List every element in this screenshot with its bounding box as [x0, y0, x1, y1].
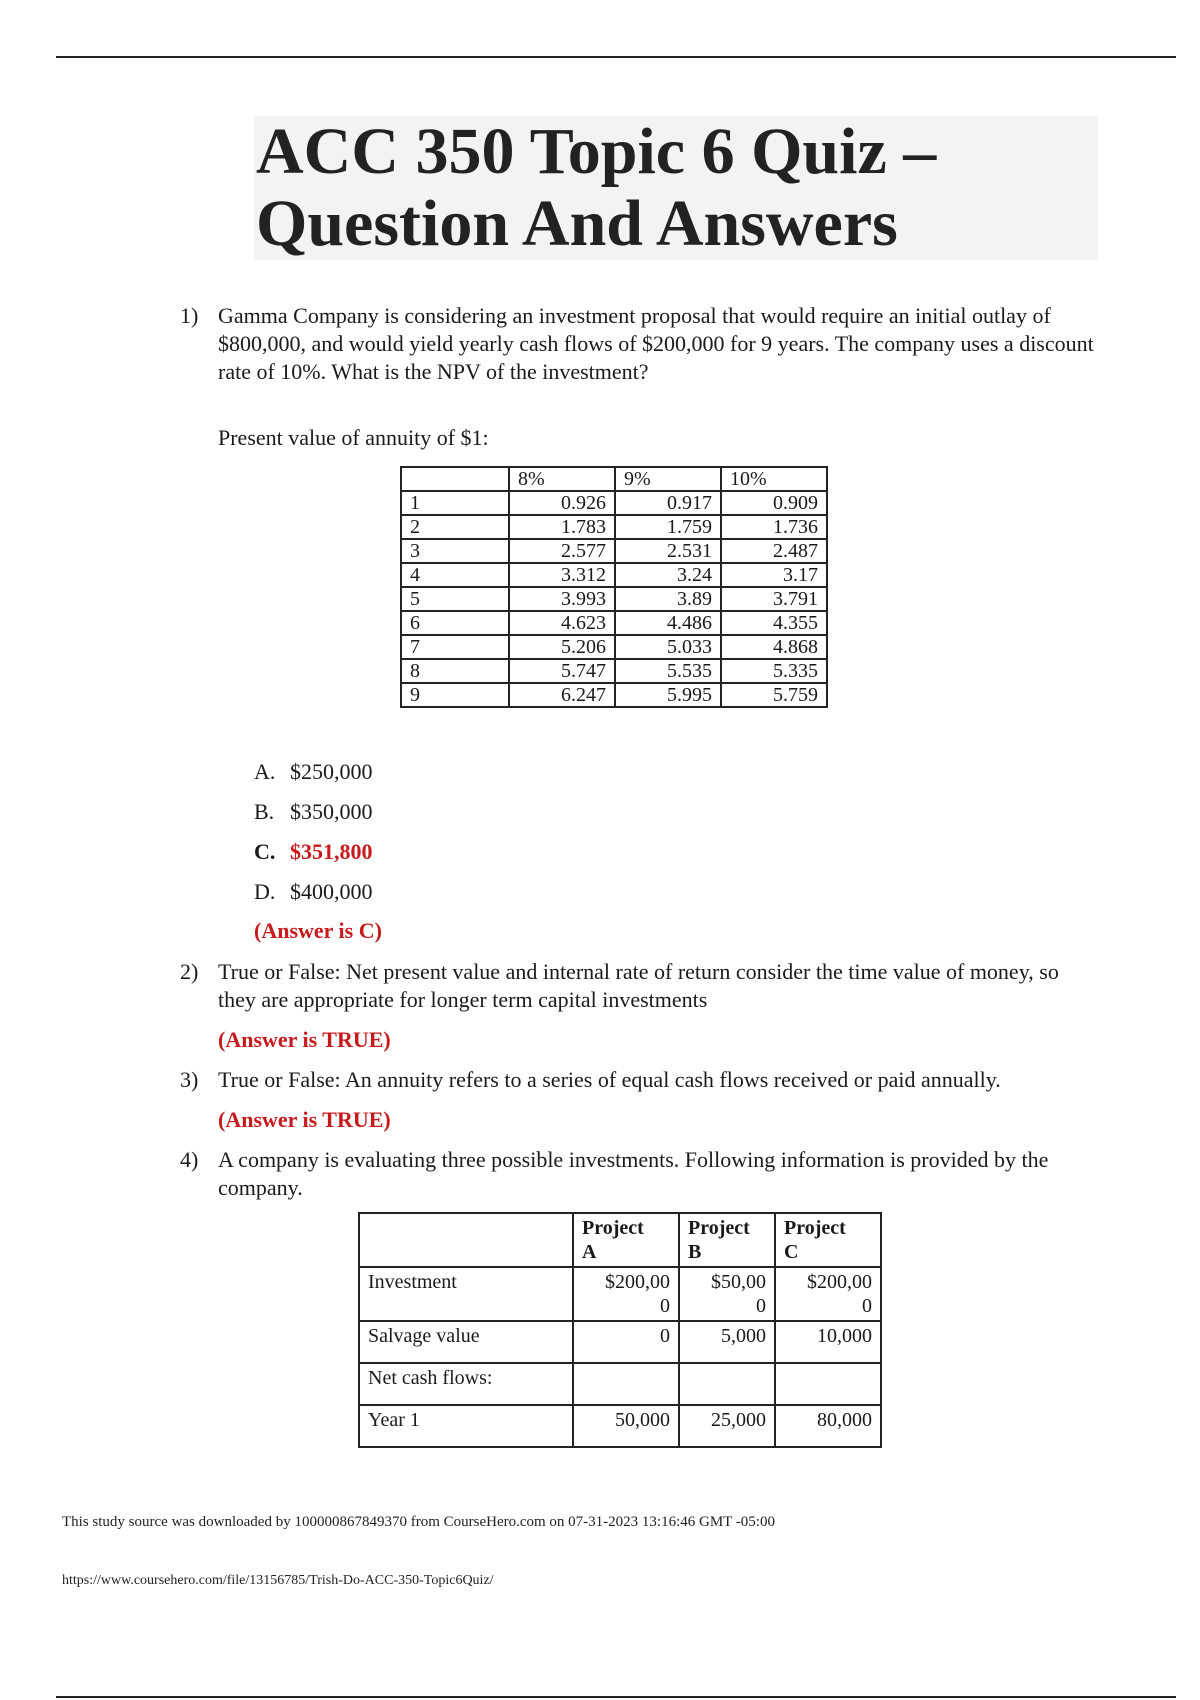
question-2-text: True or False: Net present value and internal rate of return consider the time value of money, so they are appropriate for longer term capital investments: [218, 959, 1059, 1012]
pv-table-row: [401, 611, 827, 635]
pv-cell: 9: [401, 683, 509, 707]
pv-cell: 5.535: [615, 659, 721, 683]
option-letter: A.: [254, 759, 276, 784]
pv-cell: 4: [401, 563, 509, 587]
option-a: [254, 758, 382, 798]
option-letter: D.: [254, 879, 276, 904]
option-text: $351,800: [290, 839, 373, 864]
option-letter: C.: [254, 839, 276, 864]
investments-table: [358, 1212, 882, 1448]
question-4-number: 4): [180, 1147, 199, 1172]
pv-cell: 4.355: [721, 611, 827, 635]
inv-cell: 50,000: [573, 1405, 679, 1447]
pv-cell: 5.033: [615, 635, 721, 659]
pv-table-label: Present value of annuity of $1:: [218, 425, 489, 450]
question-1: [180, 302, 1100, 386]
option-b: [254, 798, 382, 838]
pv-cell: 3.993: [509, 587, 615, 611]
pv-cell: 0.926: [509, 491, 615, 515]
inv-row-label: Year 1: [359, 1405, 573, 1447]
pv-cell: 3.791: [721, 587, 827, 611]
question-1-number: 1): [180, 303, 199, 328]
pv-cell: 0.917: [615, 491, 721, 515]
bottom-rule: [56, 1696, 1176, 1698]
inv-header-cell: Project B: [679, 1213, 775, 1267]
inv-row-label: Investment: [359, 1267, 573, 1321]
pv-header-cell: 8%: [509, 467, 615, 491]
pv-cell: 4.486: [615, 611, 721, 635]
download-source-note: This study source was downloaded by 100000867849370 from CourseHero.com on 07-31-2023 13:16:46 GMT -05:00: [62, 1514, 775, 1530]
pv-cell: 5: [401, 587, 509, 611]
pv-header-cell: 10%: [721, 467, 827, 491]
question-4: [180, 1146, 1100, 1202]
pv-cell: 7: [401, 635, 509, 659]
pv-cell: 4.868: [721, 635, 827, 659]
inv-cell: [573, 1363, 679, 1405]
title-line-2: Question And Answers: [256, 187, 898, 260]
inv-cell: [775, 1363, 881, 1405]
option-letter: B.: [254, 799, 275, 824]
question-3: [180, 1066, 1100, 1134]
pv-table-row: [401, 659, 827, 683]
pv-table-row: [401, 539, 827, 563]
inv-cell: $50,00 0: [679, 1267, 775, 1321]
pv-cell: 5.747: [509, 659, 615, 683]
option-d: [254, 878, 382, 918]
inv-cell: 80,000: [775, 1405, 881, 1447]
question-3-text: True or False: An annuity refers to a series of equal cash flows received or paid annually.: [218, 1067, 1001, 1092]
page-title: [254, 116, 1098, 260]
inv-cell: 5,000: [679, 1321, 775, 1363]
question-1-text: Gamma Company is considering an investment proposal that would require an initial outlay of $800,000, and would yield yearly cash flows of $200,000 for 9 years. The company uses a discount rate of 10%. What is the NPV of the investment?: [218, 303, 1094, 384]
title-line-1: ACC 350 Topic 6 Quiz –: [256, 115, 937, 188]
pv-table-row: [401, 587, 827, 611]
pv-cell: 5.995: [615, 683, 721, 707]
pv-cell: 5.759: [721, 683, 827, 707]
question-2: [180, 958, 1100, 1054]
pv-cell: 2.577: [509, 539, 615, 563]
inv-row-label: Salvage value: [359, 1321, 573, 1363]
pv-cell: 3.17: [721, 563, 827, 587]
question-3-number: 3): [180, 1067, 199, 1092]
inv-row-label: Net cash flows:: [359, 1363, 573, 1405]
inv-cell: 10,000: [775, 1321, 881, 1363]
question-2-number: 2): [180, 959, 199, 984]
pv-cell: 1: [401, 491, 509, 515]
pv-cell: 3.24: [615, 563, 721, 587]
source-url[interactable]: https://www.coursehero.com/file/13156785/Trish-Do-ACC-350-Topic6Quiz/: [62, 1573, 494, 1588]
pv-header-cell: [401, 467, 509, 491]
question-1-options: [254, 758, 382, 944]
pv-cell: 1.736: [721, 515, 827, 539]
inv-cell: 25,000: [679, 1405, 775, 1447]
option-text: $400,000: [290, 879, 373, 904]
inv-header-cell: Project A: [573, 1213, 679, 1267]
title-banner: [254, 116, 1098, 260]
question-2-answer: (Answer is TRUE): [218, 1027, 391, 1052]
inv-cell: $200,00 0: [573, 1267, 679, 1321]
pv-cell: 6.247: [509, 683, 615, 707]
pv-cell: 2.531: [615, 539, 721, 563]
pv-table-row: [401, 635, 827, 659]
inv-cell: $200,00 0: [775, 1267, 881, 1321]
pv-table-header: [401, 467, 827, 491]
question-1-answer: (Answer is C): [254, 918, 382, 943]
year-1-row: [359, 1405, 881, 1447]
pv-cell: 3: [401, 539, 509, 563]
pv-cell: 1.783: [509, 515, 615, 539]
pv-cell: 2: [401, 515, 509, 539]
inv-header-cell: [359, 1213, 573, 1267]
pv-table-row: [401, 515, 827, 539]
option-text: $250,000: [290, 759, 373, 784]
pv-cell: 4.623: [509, 611, 615, 635]
option-text: $350,000: [290, 799, 373, 824]
investments-header: [359, 1213, 881, 1267]
pv-cell: 3.312: [509, 563, 615, 587]
pv-cell: 3.89: [615, 587, 721, 611]
inv-header-cell: Project C: [775, 1213, 881, 1267]
pv-table-row: [401, 683, 827, 707]
inv-cell: [679, 1363, 775, 1405]
question-3-answer: (Answer is TRUE): [218, 1107, 391, 1132]
pv-cell: 5.335: [721, 659, 827, 683]
question-4-text: A company is evaluating three possible investments. Following information is provided by the company.: [218, 1147, 1049, 1200]
pv-cell: 5.206: [509, 635, 615, 659]
investment-row: [359, 1267, 881, 1321]
pv-cell: 8: [401, 659, 509, 683]
option-c-correct: [254, 838, 382, 878]
salvage-row: [359, 1321, 881, 1363]
pv-cell: 1.759: [615, 515, 721, 539]
pv-table-row: [401, 563, 827, 587]
pv-table-row: [401, 491, 827, 515]
pv-cell: 0.909: [721, 491, 827, 515]
inv-cell: 0: [573, 1321, 679, 1363]
top-rule: [56, 56, 1176, 58]
net-cash-flows-row: [359, 1363, 881, 1405]
pv-cell: 2.487: [721, 539, 827, 563]
pv-annuity-table: [400, 466, 828, 708]
pv-cell: 6: [401, 611, 509, 635]
pv-header-cell: 9%: [615, 467, 721, 491]
